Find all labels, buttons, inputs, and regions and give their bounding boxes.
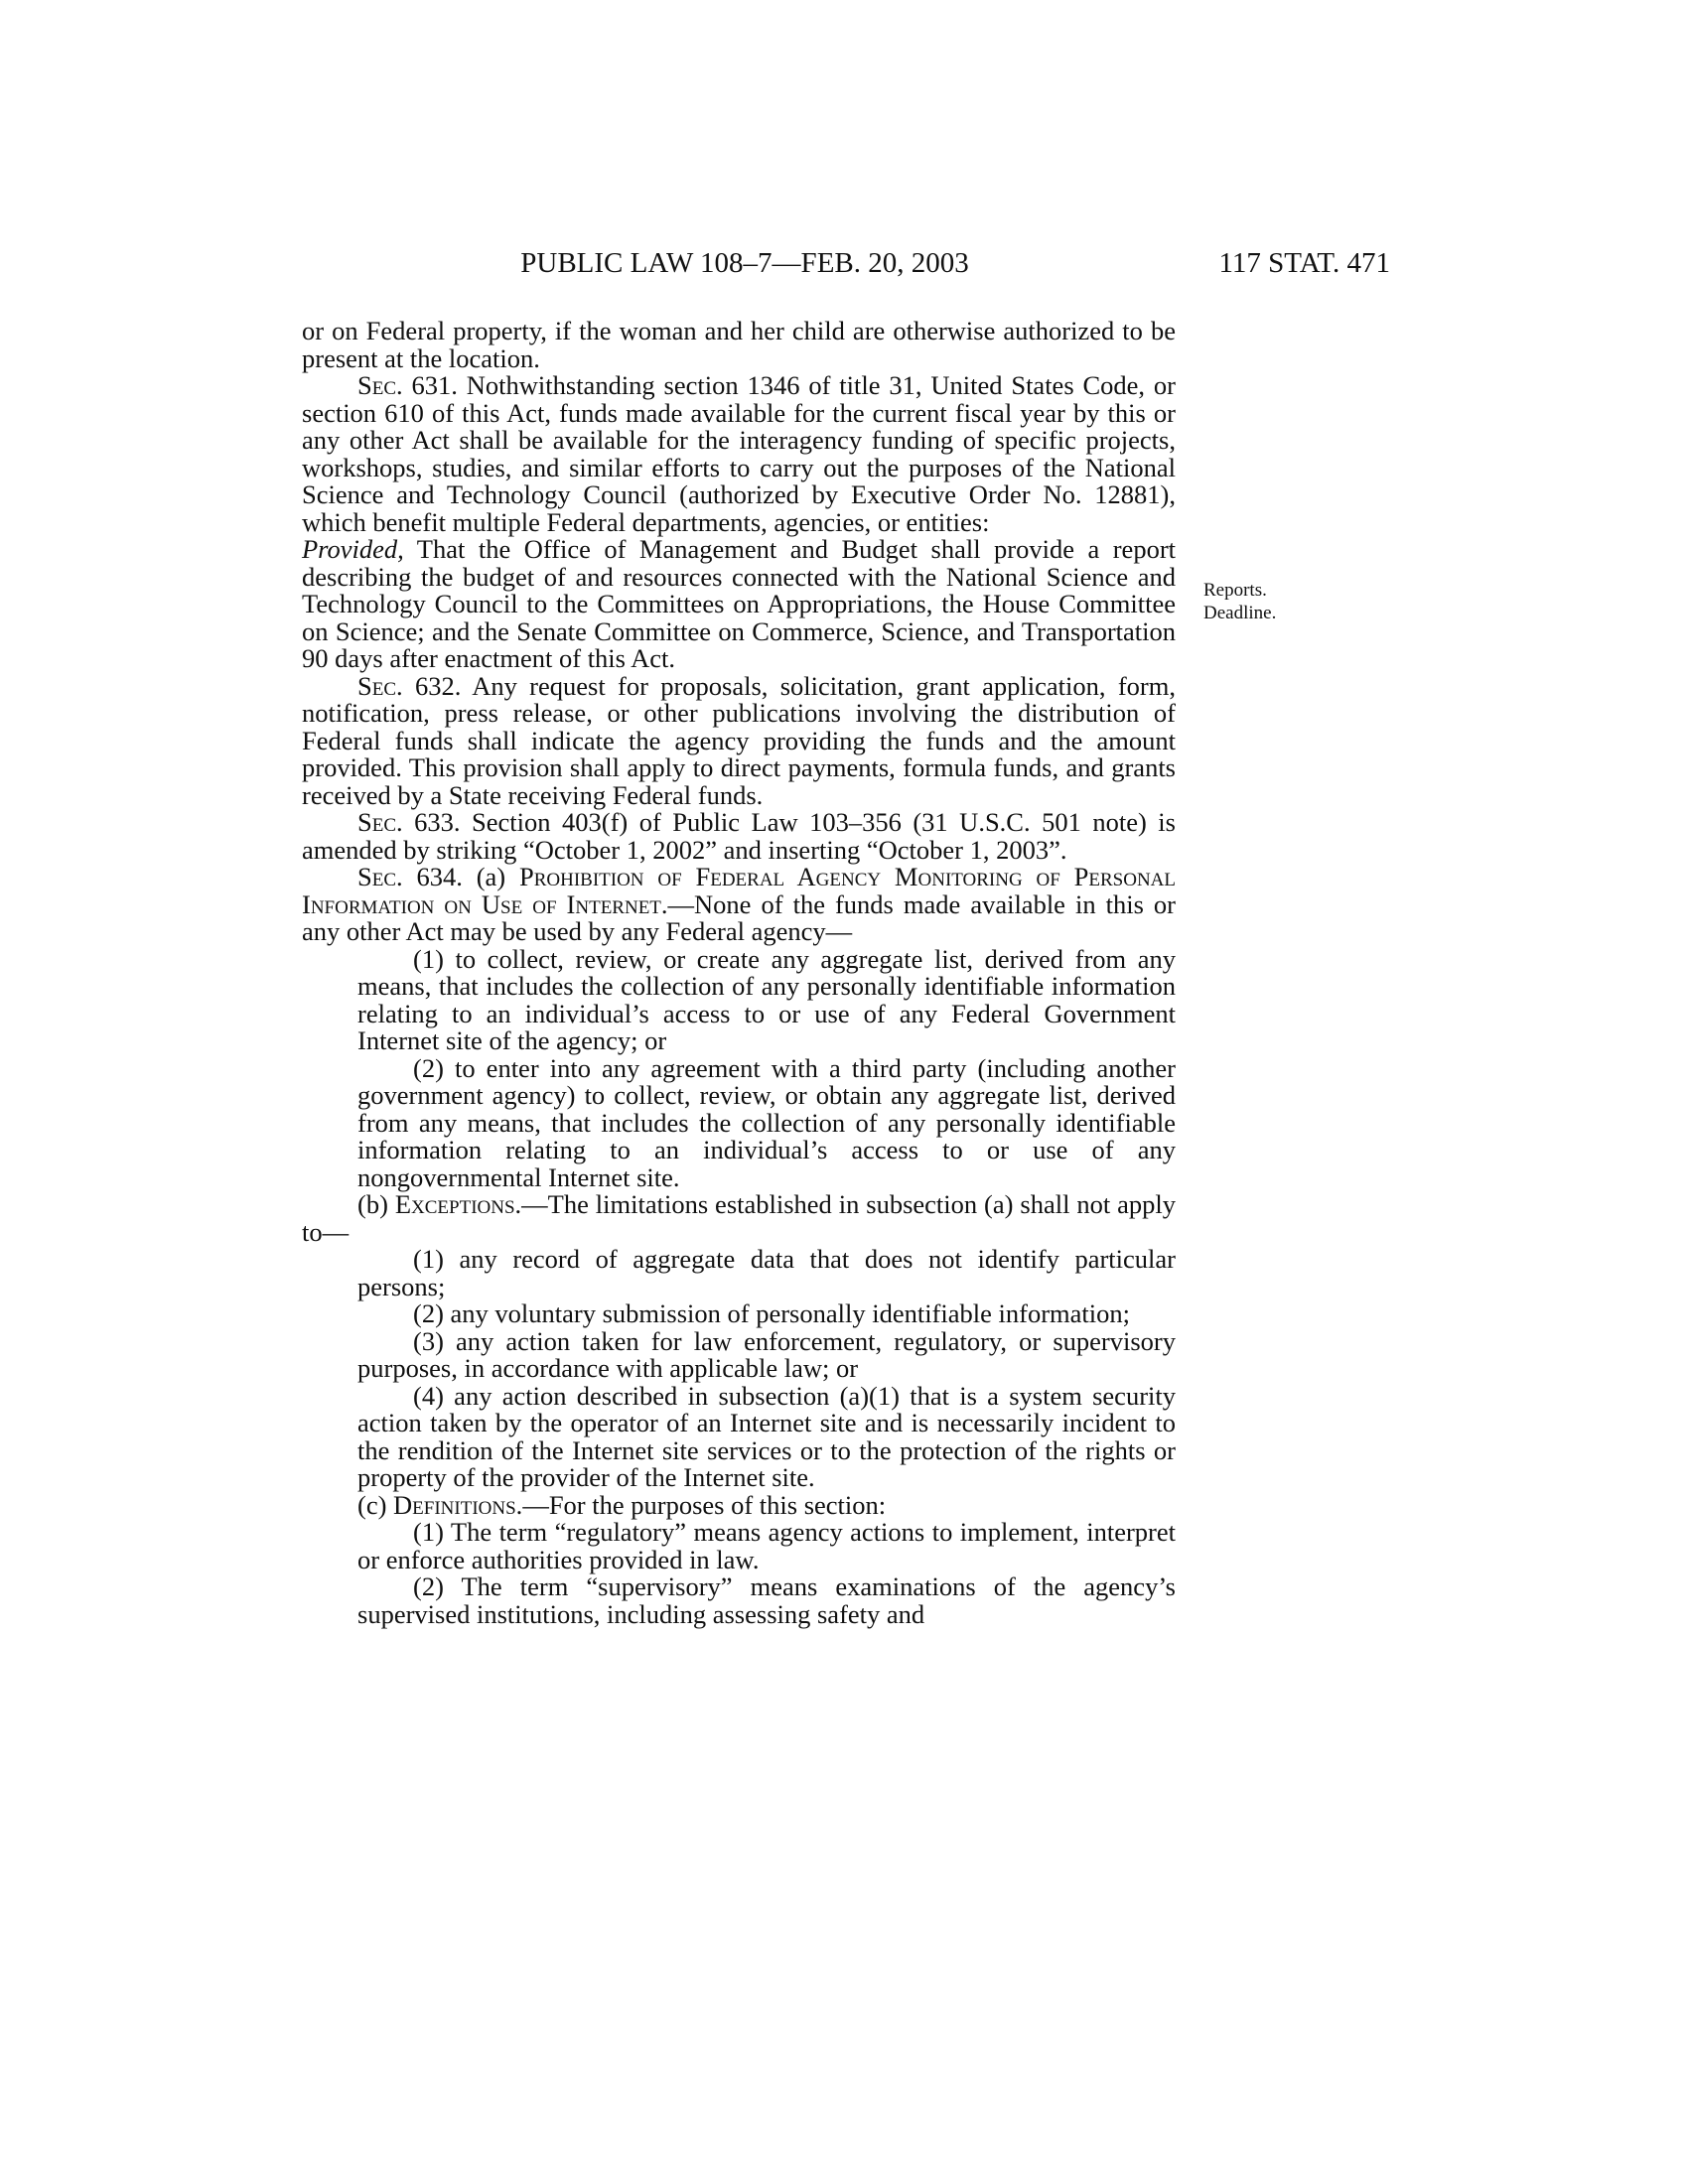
- section-633: [302, 809, 1176, 864]
- subsection-number: (b): [357, 1189, 388, 1219]
- paragraph-b4: (4) any action described in subsection (a)(1) that is a system security action taken by the operator of an Internet site and is necessarily incident to the rendition of the Internet site services or to the protection of the rights or property of the provider of the Internet site.: [357, 1380, 1176, 1492]
- subsection-c: [302, 1489, 1176, 1520]
- section-label: Sec. 632.: [357, 670, 462, 701]
- margin-note-deadline: Deadline.: [1203, 603, 1277, 623]
- subsection-heading: Definitions.: [393, 1489, 523, 1520]
- paragraph-a2: (2) to enter into any agreement with a third party (including another government agency) to collect, review, or obtain any aggregate list, derived from any means, that includes the collection of any personally identifiable information relating to an individual’s access to or use of any nongovernmental Internet site.: [357, 1052, 1176, 1192]
- provided-term: Provided,: [302, 534, 404, 564]
- statute-text: [302, 318, 1176, 1628]
- page-number: 117 STAT. 471: [1218, 247, 1390, 279]
- margin-note: [1203, 579, 1276, 624]
- continued-paragraph: or on Federal property, if the woman and her child are otherwise authorized to be present at the location.: [302, 316, 1176, 373]
- section-632: [302, 670, 1176, 810]
- section-text: That the Office of Management and Budget shall provide a report describing the budget of and resources connected with the National Science and Technology Council to the Committees on Appropriations, the House Committee on Science; and the Senate Committee on Commerce, Science, and Transportation 90 days after enactment of this Act.: [302, 534, 1177, 673]
- paragraph-c1: (1) The term “regulatory” means agency actions to implement, interpret or enforce authorities provided in law.: [357, 1517, 1176, 1574]
- subsection-number: (c): [357, 1489, 387, 1520]
- section-label: Sec. 634.: [357, 862, 463, 891]
- section-631: [302, 372, 1176, 673]
- subsection-text: —For the purposes of this section:: [522, 1489, 887, 1520]
- subsection-text: —None of the funds made available in this or any other Act may be used by any Federal agency—: [302, 888, 1177, 946]
- paragraph-b1: (1) any record of aggregate data that does not identify particular persons;: [357, 1244, 1176, 1301]
- section-text: Section 403(f) of Public Law 103–356 (31 U.S.C. 501 note) is amended by striking “October 1, 2002” and inserting “October 1, 2003”.: [302, 807, 1176, 865]
- subsection-number: (a): [476, 862, 506, 891]
- section-text: Nothwithstanding section 1346 of title 31, United States Code, or section 610 of this Act, funds made available for the current fiscal year by this or any other Act shall be available for the interagency funding of specific projects, workshops, studies, and similar efforts to carry out the purposes of the National Science and Technology Council (authorized by Executive Order No. 12881), which benefit multiple Federal departments, agencies, or entities:: [302, 370, 1176, 537]
- section-634: [302, 864, 1176, 946]
- paragraph-c2: (2) The term “supervisory” means examinations of the agency’s supervised institutions, including assessing safety and: [357, 1571, 1176, 1629]
- running-header: [298, 242, 1390, 284]
- header-title: PUBLIC LAW 108–7—FEB. 20, 2003: [520, 247, 969, 279]
- paragraph-b3: (3) any action taken for law enforcement, regulatory, or supervisory purposes, in accordance with applicable law; or: [357, 1325, 1176, 1383]
- subsection-b: [302, 1191, 1176, 1246]
- section-text: Any request for proposals, solicitation, grant application, form, notification, press release, or other publications involving the distribution of Federal funds shall indicate the agency providing the funds and the amount provided. This provision shall apply to direct payments, formula funds, and grants received by a State receiving Federal funds.: [302, 670, 1176, 810]
- subsection-heading: Prohibition of Federal Agency Monitoring of Personal Information on Use of Internet.: [302, 862, 1177, 919]
- subsection-heading: Exceptions.: [394, 1189, 522, 1219]
- subsection-text: —The limitations established in subsection (a) shall not apply to—: [302, 1189, 1176, 1247]
- paragraph-a1: (1) to collect, review, or create any aggregate list, derived from any means, that includes the collection of any personally identifiable information relating to an individual’s access to or use of any Federal Government Internet site of the agency; or: [357, 943, 1176, 1055]
- section-label: Sec. 631.: [357, 370, 458, 400]
- paragraph-b2: (2) any voluntary submission of personally identifiable information;: [413, 1298, 1130, 1328]
- section-label: Sec. 633.: [357, 807, 461, 837]
- margin-note-reports: Reports.: [1203, 580, 1267, 601]
